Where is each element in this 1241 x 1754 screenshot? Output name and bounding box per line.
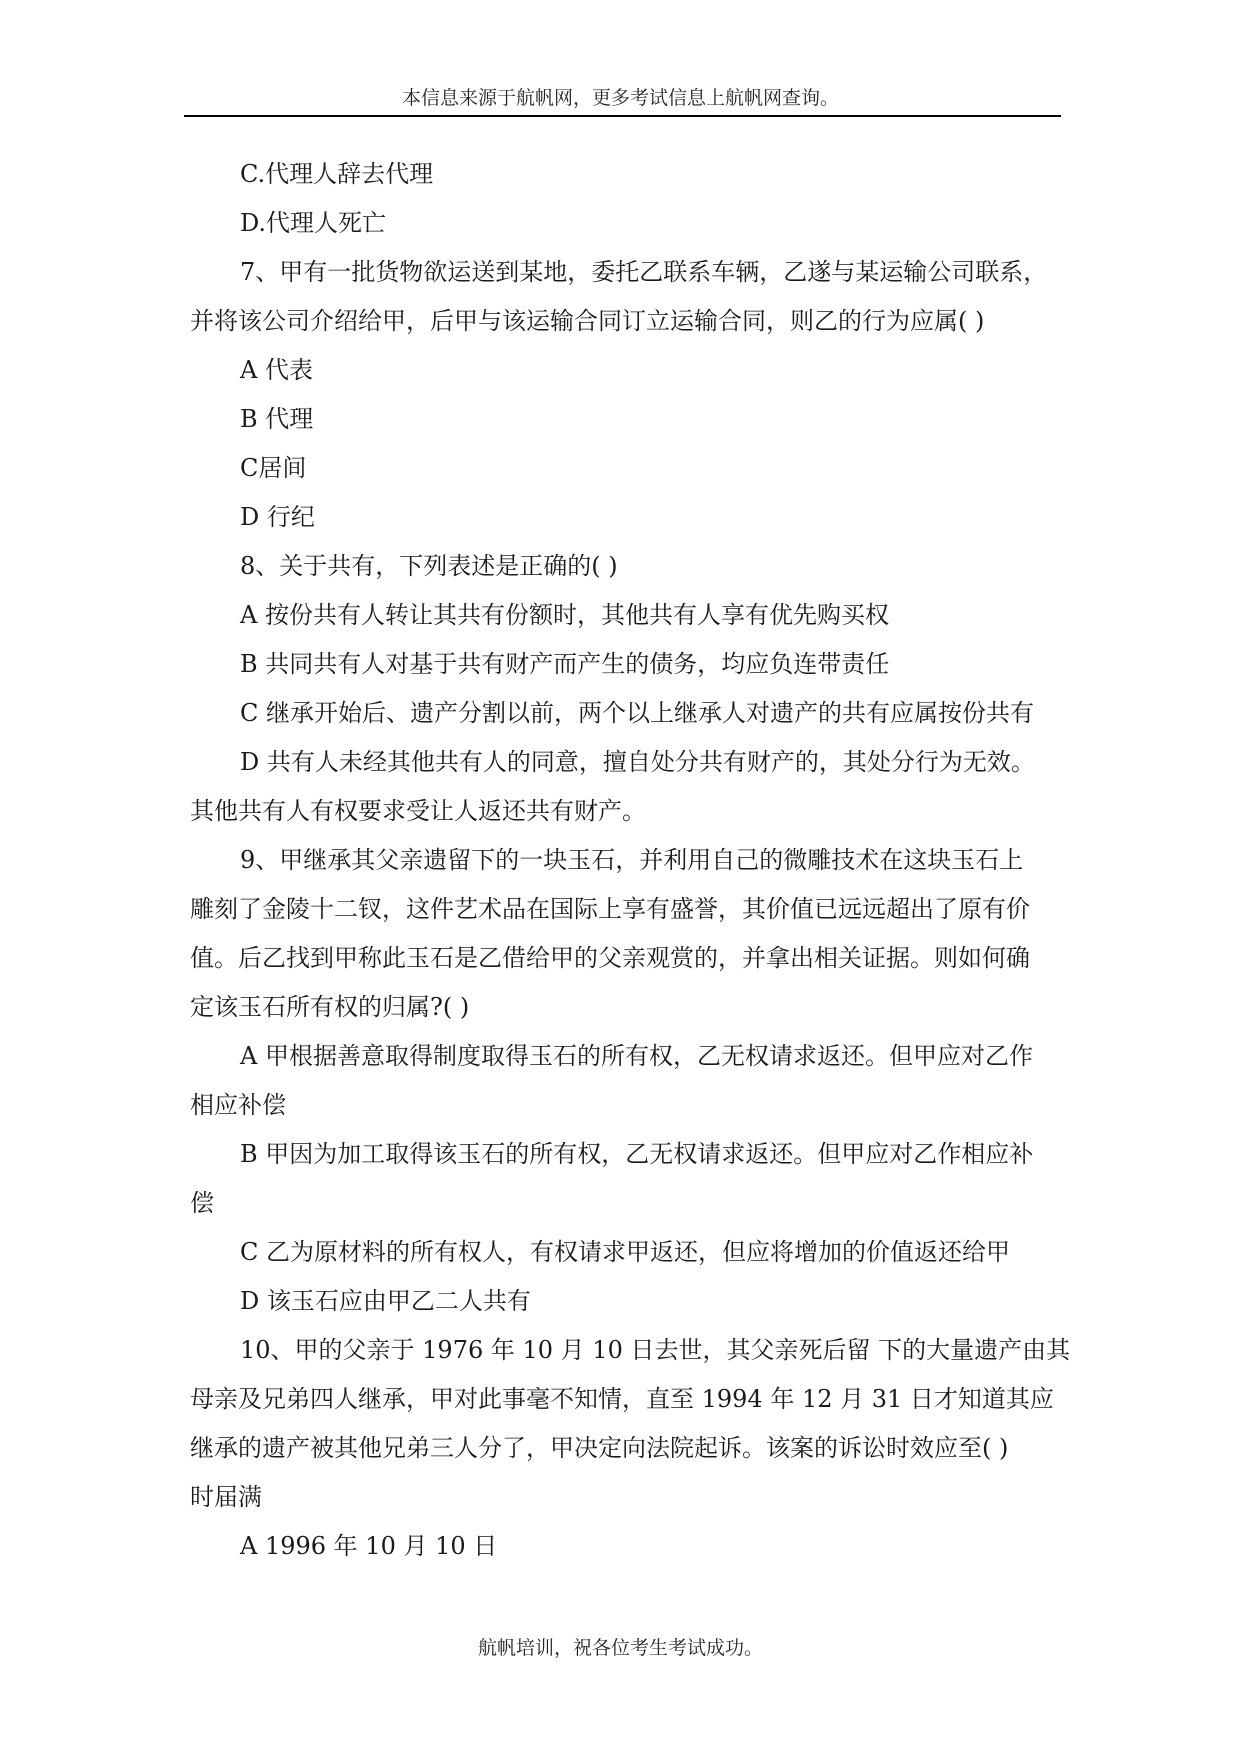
question-line: 时届满 <box>190 1483 262 1511</box>
question-line: 并将该公司介绍给甲，后甲与该运输合同订立运输合同，则乙的行为应属( ) <box>190 307 985 335</box>
option-line: D 该玉石应由甲乙二人共有 <box>240 1287 531 1315</box>
option-line: 其他共有人有权要求受让人返还共有财产。 <box>190 797 646 825</box>
option-line: D.代理人死亡 <box>240 209 387 237</box>
question-line: 雕刻了金陵十二钗，这件艺术品在国际上享有盛誉，其价值已远远超出了原有价 <box>190 895 1030 923</box>
option-line: A 代表 <box>240 356 313 384</box>
option-line: A 1996 年 10 月 10 日 <box>240 1532 498 1560</box>
option-line: B 甲因为加工取得该玉石的所有权，乙无权请求返还。但甲应对乙作相应补 <box>240 1140 1034 1168</box>
question-line: 10、甲的父亲于 1976 年 10 月 10 日去世，其父亲死后留 下的大量遗产由其 <box>240 1336 1071 1364</box>
option-line: C 继承开始后、遗产分割以前，两个以上继承人对遗产的共有应属按份共有 <box>240 699 1034 727</box>
option-line: C居间 <box>240 454 307 482</box>
option-line: C 乙为原材料的所有权人，有权请求甲返还，但应将增加的价值返还给甲 <box>240 1238 1010 1266</box>
option-line: A 甲根据善意取得制度取得玉石的所有权，乙无权请求返还。但甲应对乙作 <box>240 1042 1033 1070</box>
question-line: 值。后乙找到甲称此玉石是乙借给甲的父亲观赏的，并拿出相关证据。则如何确 <box>190 944 1030 972</box>
option-line: B 共同共有人对基于共有财产而产生的债务，均应负连带责任 <box>240 650 890 678</box>
header-divider <box>184 115 1061 117</box>
option-line: A 按份共有人转让其共有份额时，其他共有人享有优先购买权 <box>240 601 889 629</box>
question-line: 母亲及兄弟四人继承，甲对此事毫不知情，直至 1994 年 12 月 31 日才知道其应 <box>190 1385 1054 1413</box>
page-footer: 航帆培训，祝各位考生考试成功。 <box>477 1637 763 1659</box>
option-line: D 共有人未经其他共有人的同意，擅自处分共有财产的，其处分行为无效。 <box>240 748 1035 776</box>
option-line: C.代理人辞去代理 <box>240 160 434 188</box>
question-line: 继承的遗产被其他兄弟三人分了，甲决定向法院起诉。该案的诉讼时效应至( ) <box>190 1434 1009 1462</box>
question-line: 7、甲有一批货物欲运送到某地，委托乙联系车辆，乙遂与某运输公司联系， <box>240 258 1048 286</box>
question-line: 8、关于共有，下列表述是正确的( ) <box>240 552 618 580</box>
option-line: 偿 <box>190 1189 214 1217</box>
question-line: 9、甲继承其父亲遗留下的一块玉石，并利用自己的微雕技术在这块玉石上 <box>240 846 1024 874</box>
option-line: D 行纪 <box>240 503 315 531</box>
page-header: 本信息来源于航帆网，更多考试信息上航帆网查询。 <box>401 87 839 109</box>
option-line: B 代理 <box>240 405 314 433</box>
option-line: 相应补偿 <box>190 1091 286 1119</box>
question-line: 定该玉石所有权的归属?( ) <box>190 993 470 1021</box>
